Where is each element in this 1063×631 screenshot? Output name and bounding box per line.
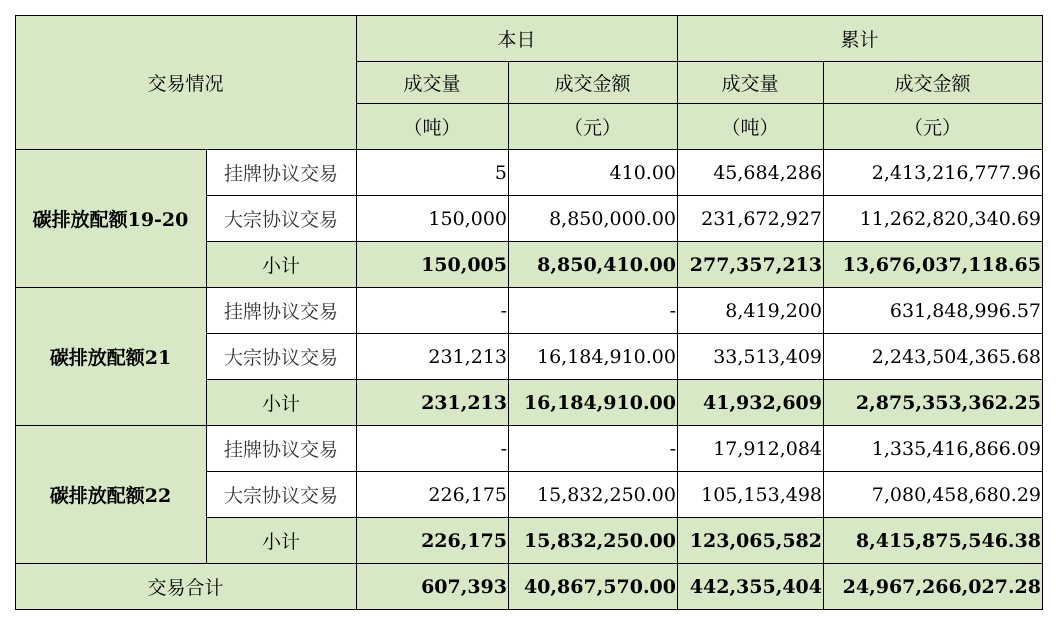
cum-volume: 8,419,200: [678, 288, 824, 334]
cum-volume: 45,684,286: [678, 150, 824, 196]
cum-amount: 631,848,996.57: [824, 288, 1043, 334]
total-label: 交易合计: [16, 564, 357, 610]
trade-type: 大宗协议交易: [207, 196, 357, 242]
trade-type: 挂牌协议交易: [207, 288, 357, 334]
today-volume: 231,213: [357, 334, 509, 380]
group-name: 碳排放配额21: [16, 288, 207, 426]
today-volume: 226,175: [357, 518, 509, 564]
total-today-volume: 607,393: [357, 564, 509, 610]
header-cumulative: 累计: [678, 16, 1043, 62]
cum-amount: 13,676,037,118.65: [824, 242, 1043, 288]
trade-type: 大宗协议交易: [207, 472, 357, 518]
today-amount: 410.00: [509, 150, 678, 196]
group-name: 碳排放配额19-20: [16, 150, 207, 288]
cum-amount: 7,080,458,680.29: [824, 472, 1043, 518]
today-amount: 8,850,000.00: [509, 196, 678, 242]
total-today-amount: 40,867,570.00: [509, 564, 678, 610]
cum-amount: 2,413,216,777.96: [824, 150, 1043, 196]
today-volume: 226,175: [357, 472, 509, 518]
today-volume: 150,005: [357, 242, 509, 288]
cum-volume: 17,912,084: [678, 426, 824, 472]
header-trading-situation: 交易情况: [16, 16, 357, 150]
today-volume: 231,213: [357, 380, 509, 426]
total-cum-amount: 24,967,266,027.28: [824, 564, 1043, 610]
cum-amount: 2,243,504,365.68: [824, 334, 1043, 380]
cum-volume: 105,153,498: [678, 472, 824, 518]
today-amount: 15,832,250.00: [509, 518, 678, 564]
total-row: [16, 564, 1043, 610]
today-volume: -: [357, 426, 509, 472]
trading-summary-table: [15, 15, 1043, 610]
cum-amount: 2,875,353,362.25: [824, 380, 1043, 426]
cum-volume: 231,672,927: [678, 196, 824, 242]
header-today-volume: 成交量: [357, 62, 509, 104]
cum-amount: 1,335,416,866.09: [824, 426, 1043, 472]
table-row: [16, 288, 1043, 334]
cum-volume: 33,513,409: [678, 334, 824, 380]
today-amount: 8,850,410.00: [509, 242, 678, 288]
header-cum-volume-unit: （吨）: [678, 104, 824, 150]
cum-volume: 41,932,609: [678, 380, 824, 426]
today-volume: 5: [357, 150, 509, 196]
trade-type: 挂牌协议交易: [207, 150, 357, 196]
group-name: 碳排放配额22: [16, 426, 207, 564]
table-row: [16, 426, 1043, 472]
cum-volume: 277,357,213: [678, 242, 824, 288]
header-today-volume-unit: （吨）: [357, 104, 509, 150]
header-today: 本日: [357, 16, 678, 62]
today-volume: -: [357, 288, 509, 334]
cum-amount: 8,415,875,546.38: [824, 518, 1043, 564]
subtotal-label: 小计: [207, 518, 357, 564]
trade-type: 大宗协议交易: [207, 334, 357, 380]
header-cum-amount: 成交金额: [824, 62, 1043, 104]
header-today-amount-unit: （元）: [509, 104, 678, 150]
header-cum-amount-unit: （元）: [824, 104, 1043, 150]
trade-type: 挂牌协议交易: [207, 426, 357, 472]
today-amount: 16,184,910.00: [509, 334, 678, 380]
today-amount: 15,832,250.00: [509, 472, 678, 518]
header-today-amount: 成交金额: [509, 62, 678, 104]
table-row: [16, 150, 1043, 196]
today-amount: -: [509, 288, 678, 334]
cum-volume: 123,065,582: [678, 518, 824, 564]
header-cum-volume: 成交量: [678, 62, 824, 104]
cum-amount: 11,262,820,340.69: [824, 196, 1043, 242]
total-cum-volume: 442,355,404: [678, 564, 824, 610]
subtotal-label: 小计: [207, 380, 357, 426]
today-amount: 16,184,910.00: [509, 380, 678, 426]
today-amount: -: [509, 426, 678, 472]
subtotal-label: 小计: [207, 242, 357, 288]
today-volume: 150,000: [357, 196, 509, 242]
